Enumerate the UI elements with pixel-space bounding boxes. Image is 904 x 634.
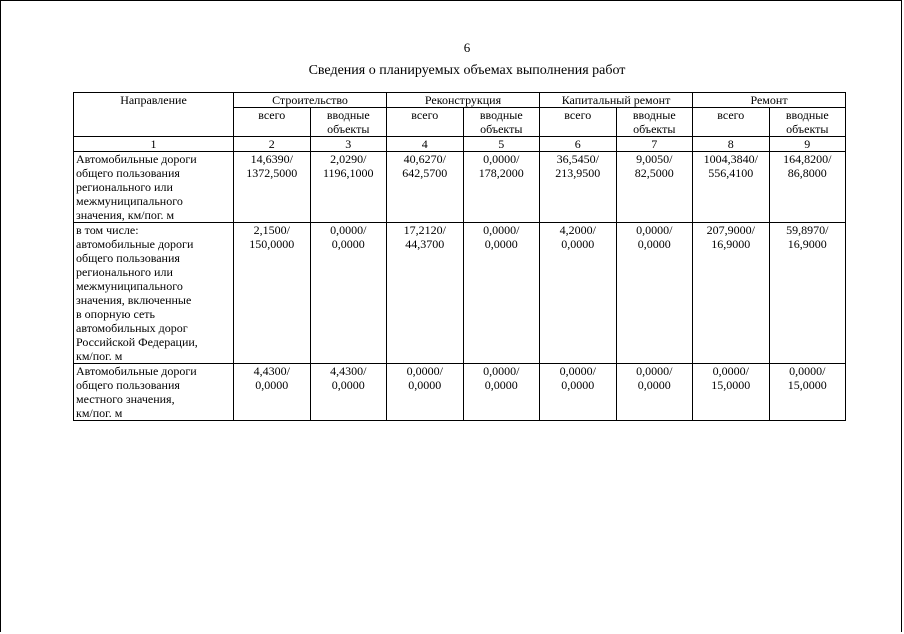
value-km: 207,9000/ — [706, 223, 755, 237]
direction-line: значения, включенные — [76, 293, 192, 307]
direction-line: Российской Федерации, — [76, 335, 198, 349]
header-direction: Направление — [74, 93, 234, 137]
direction-line: значения, км/пог. м — [76, 208, 175, 222]
subheader-total: всего — [387, 108, 464, 137]
subheader-intro-objects: вводные объекты — [769, 108, 846, 137]
value-km: 4,4300/ — [330, 364, 367, 378]
value-km: 2,1500/ — [253, 223, 290, 237]
direction-line: общего пользования — [76, 251, 180, 265]
header-group-reconstruction: Реконструкция — [387, 93, 540, 108]
table-row — [74, 364, 846, 421]
page-number: 6 — [463, 40, 471, 55]
value-cell — [387, 364, 464, 421]
value-linear-m: 0,0000 — [331, 378, 365, 392]
column-number: 8 — [693, 137, 770, 152]
value-km: 0,0000/ — [406, 364, 443, 378]
value-cell — [310, 223, 387, 364]
direction-line: общего пользования — [76, 166, 180, 180]
direction-line: межмуниципального — [76, 194, 183, 208]
value-km: 0,0000/ — [330, 223, 367, 237]
direction-line: местного значения, — [76, 392, 175, 406]
direction-cell — [74, 223, 234, 364]
value-linear-m: 178,2000 — [478, 166, 524, 180]
value-km: 164,8200/ — [783, 152, 832, 166]
direction-line: регионального или — [76, 180, 173, 194]
direction-cell — [74, 152, 234, 223]
column-number: 9 — [769, 137, 846, 152]
value-km: 14,6390/ — [250, 152, 293, 166]
value-cell — [234, 223, 311, 364]
value-km: 0,0000/ — [636, 223, 673, 237]
value-cell — [234, 152, 311, 223]
value-cell — [387, 152, 464, 223]
direction-line: Автомобильные дороги — [76, 364, 197, 378]
value-km: 0,0000/ — [789, 364, 826, 378]
value-cell — [310, 364, 387, 421]
header-group-capital-repair: Капитальный ремонт — [540, 93, 693, 108]
direction-line: км/пог. м — [76, 349, 123, 363]
value-linear-m: 15,0000 — [787, 378, 827, 392]
value-cell — [616, 223, 693, 364]
value-km: 0,0000/ — [483, 152, 520, 166]
value-km: 0,0000/ — [712, 364, 749, 378]
value-cell — [310, 152, 387, 223]
value-km: 59,8970/ — [786, 223, 829, 237]
value-linear-m: 44,3700 — [405, 237, 445, 251]
value-cell — [540, 364, 617, 421]
column-number: 4 — [387, 137, 464, 152]
value-km: 4,4300/ — [253, 364, 290, 378]
direction-line: в том числе: — [76, 223, 139, 237]
value-cell — [769, 364, 846, 421]
direction-line: общего пользования — [76, 378, 180, 392]
document-title: Сведения о планируемых объемах выполнения работ — [308, 63, 626, 78]
direction-line: в опорную сеть — [76, 307, 155, 321]
value-cell — [540, 152, 617, 223]
header-group-construction: Строительство — [234, 93, 387, 108]
value-km: 1004,3840/ — [703, 152, 758, 166]
direction-line: Автомобильные дороги — [76, 152, 197, 166]
column-number: 6 — [540, 137, 617, 152]
direction-line: автомобильных дорог — [76, 321, 188, 335]
value-linear-m: 0,0000 — [484, 378, 518, 392]
value-cell — [540, 223, 617, 364]
value-linear-m: 642,5700 — [402, 166, 448, 180]
value-linear-m: 16,9000 — [711, 237, 751, 251]
value-linear-m: 16,9000 — [787, 237, 827, 251]
value-cell — [234, 364, 311, 421]
value-km: 4,2000/ — [559, 223, 596, 237]
direction-line: регионального или — [76, 265, 173, 279]
table-row — [74, 223, 846, 364]
value-linear-m: 1196,1000 — [322, 166, 374, 180]
direction-line: автомобильные дороги — [76, 237, 194, 251]
column-number: 3 — [310, 137, 387, 152]
value-cell — [387, 223, 464, 364]
value-km: 2,0290/ — [330, 152, 367, 166]
value-linear-m: 556,4100 — [708, 166, 754, 180]
subheader-intro-objects: вводные объекты — [616, 108, 693, 137]
column-number: 7 — [616, 137, 693, 152]
table-row — [74, 152, 846, 223]
value-cell — [693, 152, 770, 223]
value-linear-m: 86,8000 — [787, 166, 827, 180]
subheader-total: всего — [234, 108, 311, 137]
value-cell — [463, 223, 540, 364]
value-km: 0,0000/ — [483, 223, 520, 237]
value-km: 9,0050/ — [636, 152, 673, 166]
value-linear-m: 0,0000 — [331, 237, 365, 251]
value-km: 0,0000/ — [636, 364, 673, 378]
subheader-total: всего — [540, 108, 617, 137]
value-km: 40,6270/ — [403, 152, 446, 166]
value-linear-m: 1372,5000 — [246, 166, 298, 180]
value-linear-m: 0,0000 — [637, 237, 671, 251]
value-linear-m: 0,0000 — [255, 378, 289, 392]
header-row-groups — [74, 93, 846, 108]
value-km: 36,5450/ — [556, 152, 599, 166]
value-linear-m: 0,0000 — [561, 237, 595, 251]
value-linear-m: 213,9500 — [555, 166, 601, 180]
direction-line: межмуниципального — [76, 279, 183, 293]
value-cell — [769, 152, 846, 223]
column-number: 1 — [74, 137, 234, 152]
value-cell — [463, 152, 540, 223]
column-number: 5 — [463, 137, 540, 152]
value-linear-m: 15,0000 — [711, 378, 751, 392]
value-linear-m: 150,0000 — [249, 237, 295, 251]
header-group-repair: Ремонт — [693, 93, 846, 108]
direction-cell — [74, 364, 234, 421]
column-number-row — [74, 137, 846, 152]
value-km: 17,2120/ — [403, 223, 446, 237]
value-linear-m: 82,5000 — [634, 166, 674, 180]
value-linear-m: 0,0000 — [637, 378, 671, 392]
value-cell — [616, 152, 693, 223]
direction-line: км/пог. м — [76, 406, 123, 420]
works-volume-table — [73, 92, 846, 421]
value-cell — [693, 364, 770, 421]
value-linear-m: 0,0000 — [408, 378, 442, 392]
value-cell — [616, 364, 693, 421]
column-number: 2 — [234, 137, 311, 152]
subheader-intro-objects: вводные объекты — [310, 108, 387, 137]
value-km: 0,0000/ — [559, 364, 596, 378]
subheader-intro-objects: вводные объекты — [463, 108, 540, 137]
value-cell — [693, 223, 770, 364]
value-linear-m: 0,0000 — [484, 237, 518, 251]
value-cell — [463, 364, 540, 421]
value-linear-m: 0,0000 — [561, 378, 595, 392]
value-km: 0,0000/ — [483, 364, 520, 378]
value-cell — [769, 223, 846, 364]
subheader-total: всего — [693, 108, 770, 137]
